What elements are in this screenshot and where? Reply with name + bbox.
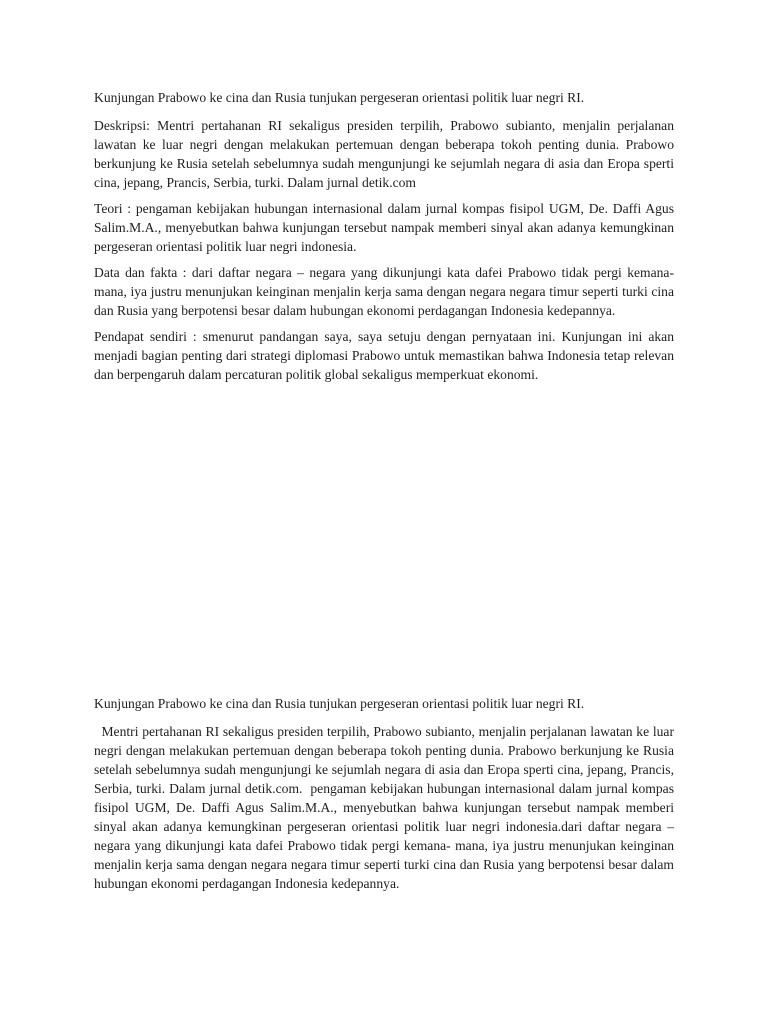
summary-title: Kunjungan Prabowo ke cina dan Rusia tunjukan pergeseran orientasi politik luar negri RI. — [94, 696, 585, 711]
theory-paragraph: Teori : pengaman kebijakan hubungan internasional dalam jurnal kompas fisipol UGM, De. Daffi Agus Salim.M.A., menyebutkan bahwa kunjungan tersebut nampak memberi sinyal akan adanya kemungkinan pergeseran orientasi politik luar negri indonesia. — [94, 201, 674, 254]
facts-paragraph: Data dan fakta : dari daftar negara – negara yang dikunjungi kata dafei Prabowo tidak pergi kemana- mana, iya justru menunjukan keinginan menjalin kerja sama dengan negara negara timur seperti turki cina dan Rusia yang berpotensi besar dalam hubungan ekonomi perdagangan Indonesia kedepannya. — [94, 265, 674, 318]
description-paragraph: Deskripsi: Mentri pertahanan RI sekaligus presiden terpilih, Prabowo subianto, menjalin perjalanan lawatan ke luar negri dengan melakukan pertemuan dengan beberapa tokoh penting dunia. Prabowo berkunjung ke Rusia setelah sebelumnya sudah mengunjungi ke sejumlah negara di asia dan Eropa sperti cina, jepang, Prancis, Serbia, turki. Dalam jurnal detik.com — [94, 118, 674, 190]
opinion-paragraph: Pendapat sendiri : smenurut pandangan saya, saya setuju dengan pernyataan ini. Kunjungan ini akan menjadi bagian penting dari strategi diplomasi Prabowo untuk memastikan bahwa Indonesia tetap relevan dan berpengaruh dalam percaturan politik global sekaligus memperkuat ekonomi. — [94, 329, 674, 382]
summary-paragraph: Mentri pertahanan RI sekaligus presiden terpilih, Prabowo subianto, menjalin perjalanan lawatan ke luar negri dengan melakukan pertemuan dengan beberapa tokoh penting dunia. Prabowo berkunjung ke Rusia setelah sebelumnya sudah mengunjungi ke sejumlah negara di asia dan Eropa sperti cina, jepang, Prancis, Serbia, turki. Dalam jurnal detik.com. pengaman kebijakan hubungan internasional dalam jurnal kompas fisipol UGM, De. Daffi Agus Salim.M.A., menyebutkan bahwa kunjungan tersebut nampak memberi sinyal akan adanya kemungkinan pergeseran orientasi politik luar negri indonesia.dari daftar negara – negara yang dikunjungi kata dafei Prabowo tidak pergi kemana- mana, iya justru menunjukan keinginan menjalin kerja sama dengan negara negara timur seperti turki cina dan Rusia yang berpotensi besar dalam hubungan ekonomi perdagangan Indonesia kedepannya. — [94, 724, 678, 891]
article-title: Kunjungan Prabowo ke cina dan Rusia tunjukan pergeseran orientasi politik luar negri RI. — [94, 90, 585, 105]
article-summary-section — [94, 694, 678, 893]
article-analysis-section — [94, 88, 674, 391]
